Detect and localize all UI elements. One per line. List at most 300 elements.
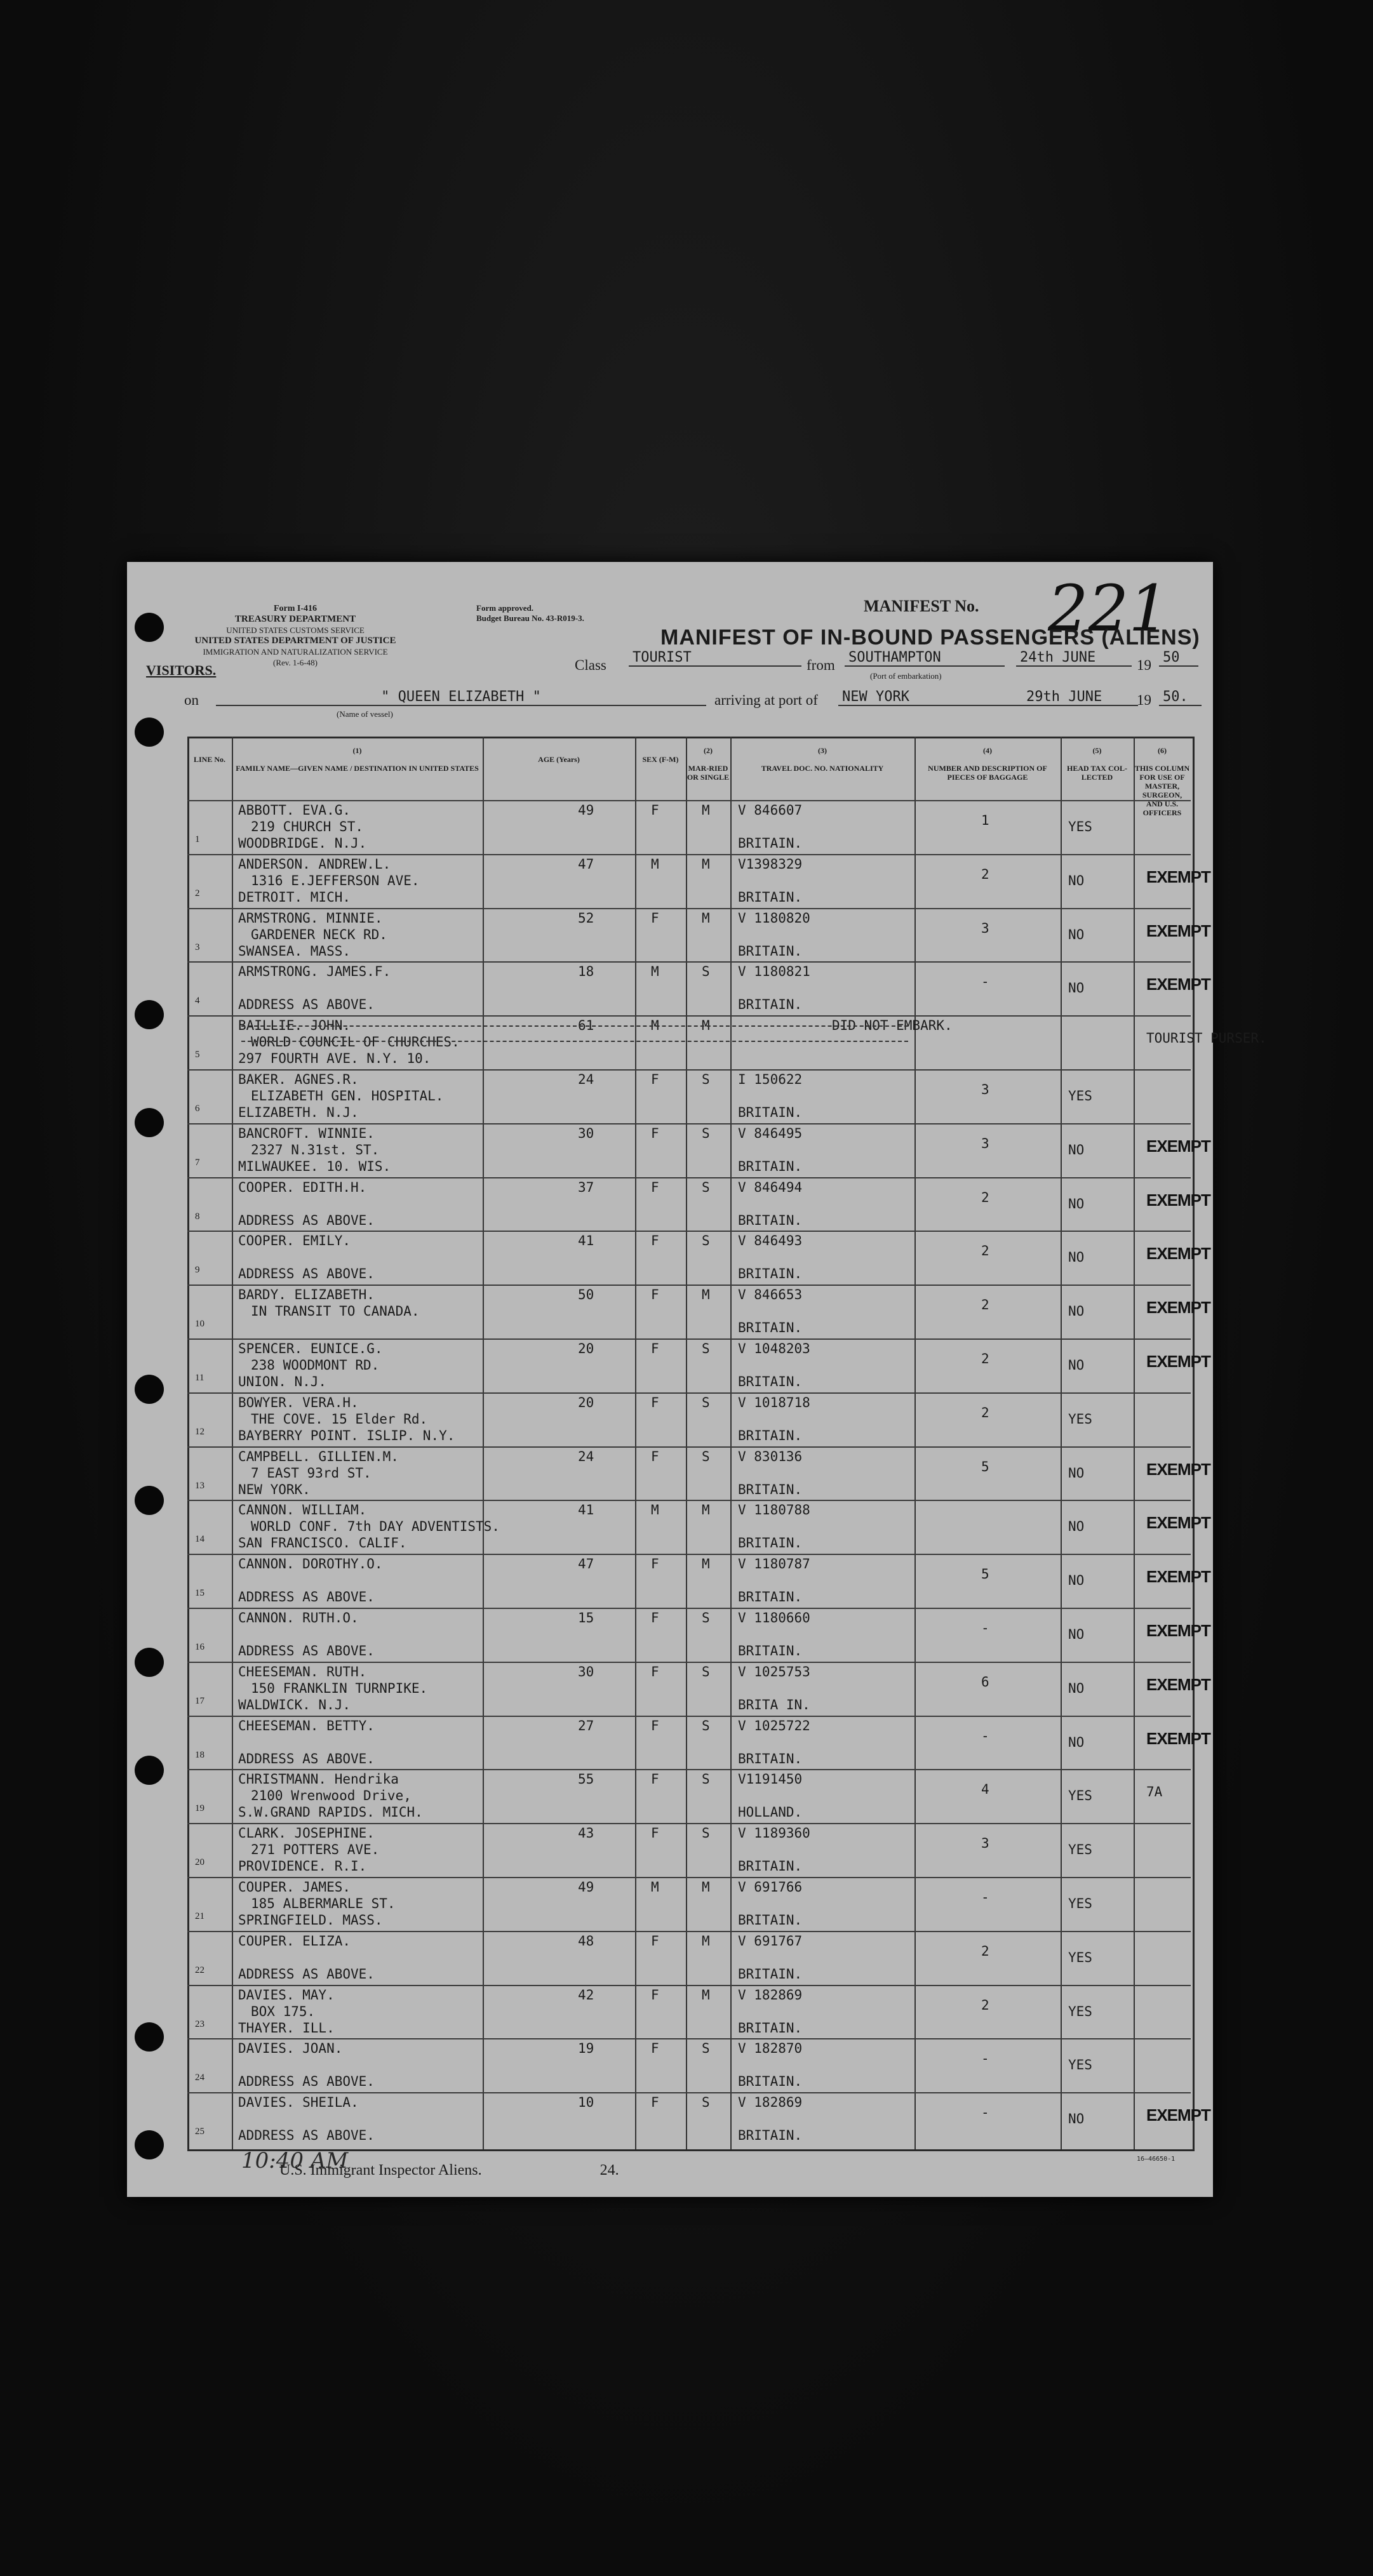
head-tax: YES [1068, 2057, 1092, 2073]
marital-cell: S [702, 1448, 710, 1464]
column-header [1134, 746, 1191, 817]
sex-cell: F [651, 1179, 659, 1195]
vessel-name: " QUEEN ELIZABETH " [216, 689, 706, 706]
line-number: 7 [195, 1157, 200, 1168]
row-rule [187, 1069, 1191, 1071]
officer-remark: EXEMPT [1146, 921, 1210, 940]
row-rule [187, 961, 1191, 963]
marital-cell: S [702, 964, 710, 980]
nationality: BRITAIN. [738, 1320, 803, 1336]
sex-cell: F [651, 1718, 659, 1733]
column-divider [232, 737, 233, 2149]
age-cell: 43 [578, 1825, 594, 1841]
head-tax: NO [1068, 1358, 1085, 1373]
baggage-count: - [981, 1728, 989, 1744]
line-number: 23 [195, 2019, 204, 2029]
address-line: SWANSEA. MASS. [238, 943, 351, 959]
marital-cell: M [702, 1933, 710, 1949]
arrival-port: NEW YORK [838, 689, 1024, 706]
nationality: BRITAIN. [738, 943, 803, 959]
column-label: HEAD TAX COL-LECTED [1067, 764, 1127, 782]
address-line: 7 EAST 93rd ST. [251, 1465, 372, 1481]
head-tax: NO [1068, 926, 1085, 942]
head-tax: YES [1068, 1949, 1092, 1965]
approval-block [476, 603, 584, 624]
row-rule [187, 1716, 1191, 1717]
row-rule [187, 1608, 1191, 1609]
nationality: BRITAIN. [738, 889, 803, 905]
from-label: from [807, 657, 835, 673]
row-rule [187, 1338, 1191, 1340]
sex-cell: F [651, 1825, 659, 1841]
age-cell: 37 [578, 1179, 594, 1195]
alien-count: 24. [599, 2162, 619, 2179]
nationality: BRITAIN. [738, 1751, 803, 1766]
column-number: (1) [352, 746, 362, 755]
line-number: 2 [195, 888, 200, 898]
address-line: 271 POTTERS AVE. [251, 1842, 380, 1858]
nationality: BRITAIN. [738, 2074, 803, 2090]
punch-hole [135, 1108, 164, 1137]
address-line: ADDRESS AS ABOVE. [238, 1643, 375, 1658]
head-tax: NO [1068, 1142, 1085, 1158]
sex-cell: F [651, 1072, 659, 1087]
travel-doc: V 1048203 [738, 1341, 810, 1356]
nationality: BRITAIN. [738, 1643, 803, 1658]
address-line: ADDRESS AS ABOVE. [238, 1266, 375, 1282]
head-tax: NO [1068, 1627, 1085, 1642]
sex-cell: M [651, 1502, 659, 1518]
address-line: WOODBRIDGE. N.J. [238, 836, 367, 851]
marital-cell: M [702, 803, 710, 818]
line-number: 13 [195, 1480, 204, 1491]
sex-cell: F [651, 2095, 659, 2111]
nationality: BRITAIN. [738, 2128, 803, 2144]
line-number: 8 [195, 1211, 200, 1222]
column-label: SEX (F-M) [642, 755, 679, 764]
marital-cell: S [702, 1341, 710, 1356]
line-number: 18 [195, 1749, 204, 1760]
column-divider [1134, 737, 1135, 2149]
sex-cell: F [651, 1610, 659, 1625]
address-line: 150 FRANKLIN TURNPIKE. [251, 1680, 428, 1696]
sex-cell: F [651, 1233, 659, 1249]
travel-doc: V 1180787 [738, 1556, 810, 1572]
age-cell: 41 [578, 1502, 594, 1518]
marital-cell: S [702, 2095, 710, 2111]
sex-cell: F [651, 1664, 659, 1679]
nationality: BRITAIN. [738, 1481, 803, 1497]
row-rule [187, 1500, 1191, 1501]
head-tax: NO [1068, 1680, 1085, 1696]
address-line: BOX 175. [251, 2003, 316, 2019]
head-tax: NO [1068, 872, 1085, 888]
punch-hole [135, 1486, 164, 1515]
baggage-count: - [981, 974, 989, 990]
baggage-count: 3 [981, 1135, 989, 1151]
class-value: TOURIST [629, 650, 801, 667]
column-number: (6) [1158, 746, 1167, 755]
header-rule [187, 800, 1191, 801]
arriving-label: arriving at port of [714, 692, 818, 708]
column-label: NUMBER AND DESCRIPTION OF PIECES OF BAGGAGE [928, 764, 1047, 782]
passenger-name: CAMPBELL. GILLIEN.M. [238, 1448, 399, 1464]
address-line: 2327 N.31st. ST. [251, 1142, 380, 1158]
row-rule [187, 1877, 1191, 1878]
row-rule [187, 908, 1191, 909]
passenger-name: ANDERSON. ANDREW.L. [238, 856, 391, 872]
address-line: PROVIDENCE. R.I. [238, 1859, 367, 1874]
address-line: GARDENER NECK RD. [251, 926, 387, 942]
officer-remark: EXEMPT [1146, 867, 1210, 886]
officer-remark: EXEMPT [1146, 975, 1210, 994]
year-prefix-2: 19 [1137, 692, 1151, 708]
nationality: HOLLAND. [738, 1805, 803, 1820]
on-label: on [184, 692, 199, 708]
sex-cell: F [651, 1287, 659, 1303]
address-line: UNION. N.J. [238, 1374, 327, 1389]
column-header [730, 746, 914, 773]
passenger-name: COUPER. JAMES. [238, 1879, 351, 1895]
baggage-count: 1 [981, 813, 989, 828]
head-tax: NO [1068, 1196, 1085, 1211]
column-number: (2) [704, 746, 713, 755]
baggage-count: 2 [981, 1189, 989, 1205]
head-tax: YES [1068, 819, 1092, 834]
head-tax: NO [1068, 1250, 1085, 1265]
passenger-name: BOWYER. VERA.H. [238, 1394, 359, 1410]
age-cell: 49 [578, 803, 594, 818]
punch-hole [135, 1756, 164, 1785]
nationality: BRITAIN. [738, 1912, 803, 1928]
baggage-count: 2 [981, 866, 989, 882]
line-number: 3 [195, 942, 200, 952]
address-line: DETROIT. MICH. [238, 889, 351, 905]
passenger-name: BANCROFT. WINNIE. [238, 1125, 375, 1141]
line-number: 14 [195, 1534, 204, 1545]
travel-doc: V 182870 [738, 2041, 803, 2057]
address-line: ADDRESS AS ABOVE. [238, 2074, 375, 2090]
sex-cell: F [651, 2041, 659, 2057]
passenger-name: BAKER. AGNES.R. [238, 1072, 359, 1087]
sex-cell: F [651, 1772, 659, 1787]
address-line: BAYBERRY POINT. ISLIP. N.Y. [238, 1427, 455, 1443]
column-divider [635, 737, 636, 2149]
address-line: THE COVE. 15 Elder Rd. [251, 1411, 428, 1427]
head-tax: NO [1068, 1465, 1085, 1481]
passenger-name: ABBOTT. EVA.G. [238, 803, 351, 818]
row-rule [187, 1231, 1191, 1232]
line-number: 9 [195, 1265, 200, 1276]
nationality: BRITAIN. [738, 1535, 803, 1551]
strike-line [241, 1041, 908, 1042]
passenger-name: CHRISTMANN. Hendrika [238, 1772, 399, 1787]
sex-cell: F [651, 910, 659, 926]
age-cell: 10 [578, 2095, 594, 2111]
line-number: 5 [195, 1050, 200, 1060]
nationality: BRITAIN. [738, 1427, 803, 1443]
sex-cell: M [651, 964, 659, 980]
travel-doc: V 1025722 [738, 1718, 810, 1733]
age-cell: 27 [578, 1718, 594, 1733]
row-rule [187, 1931, 1191, 1932]
age-cell: 61 [578, 1018, 594, 1034]
budget-bureau: Budget Bureau No. 43-R019-3. [476, 613, 584, 623]
head-tax: YES [1068, 2003, 1092, 2019]
baggage-count: 2 [981, 1997, 989, 2013]
travel-doc: V 1025753 [738, 1664, 810, 1679]
travel-doc: V 830136 [738, 1448, 803, 1464]
travel-doc: V 846607 [738, 803, 803, 818]
marital-cell: S [702, 1179, 710, 1195]
year-prefix: 19 [1137, 657, 1151, 673]
passenger-name: CANNON. WILLIAM. [238, 1502, 367, 1518]
marital-cell: S [702, 1125, 710, 1141]
baggage-count: 2 [981, 1943, 989, 1959]
column-label: LINE No. [193, 755, 225, 764]
column-label: THIS COLUMN FOR USE OF MASTER, SURGEON, AND U.S. OFFICERS [1134, 764, 1190, 817]
travel-doc: V 691767 [738, 1933, 803, 1949]
column-header [1061, 746, 1134, 782]
age-cell: 15 [578, 1610, 594, 1625]
column-label: MAR-RIED OR SINGLE [686, 764, 730, 782]
visitors-label: VISITORS. [146, 662, 217, 678]
passenger-name: CHEESEMAN. BETTY. [238, 1718, 375, 1733]
nationality: BRITAIN. [738, 2020, 803, 2036]
officer-remark: EXEMPT [1146, 1728, 1210, 1748]
document-title: MANIFEST OF IN-BOUND PASSENGERS (ALIENS) [660, 625, 1200, 650]
nationality: BRITAIN. [738, 1859, 803, 1874]
sex-cell: F [651, 1933, 659, 1949]
passenger-name: COOPER. EMILY. [238, 1233, 351, 1249]
row-rule [187, 1285, 1191, 1286]
column-divider [483, 737, 484, 2149]
class-label: Class [575, 657, 606, 673]
officer-remark: EXEMPT [1146, 1190, 1210, 1210]
port-embarkation: SOUTHAMPTON [845, 650, 1005, 667]
travel-doc: V 182869 [738, 2095, 803, 2111]
address-line: ELIZABETH GEN. HOSPITAL. [251, 1088, 444, 1104]
marital-cell: M [702, 1018, 710, 1034]
line-number: 22 [195, 1965, 204, 1975]
column-divider [686, 737, 687, 2149]
baggage-count: 2 [981, 1243, 989, 1259]
age-cell: 47 [578, 1556, 594, 1572]
head-tax: NO [1068, 1304, 1085, 1319]
head-tax: NO [1068, 2111, 1085, 2127]
column-label: FAMILY NAME—GIVEN NAME / DESTINATION IN UNITED STATES [236, 764, 479, 773]
travel-doc: DID NOT EMBARK. [832, 1018, 953, 1034]
sex-cell: F [651, 803, 659, 818]
officer-remark: 7A [1146, 1784, 1163, 1800]
row-rule [187, 1662, 1191, 1663]
address-line: 219 CHURCH ST. [251, 819, 364, 834]
officer-remark: EXEMPT [1146, 1352, 1210, 1371]
line-number: 21 [195, 1911, 204, 1921]
age-cell: 18 [578, 964, 594, 980]
age-cell: 52 [578, 910, 594, 926]
row-rule [187, 1392, 1191, 1394]
punch-hole [135, 2022, 164, 2052]
baggage-count: 2 [981, 1351, 989, 1366]
travel-doc: V1398329 [738, 856, 803, 872]
address-line: THAYER. ILL. [238, 2020, 335, 2036]
head-tax: YES [1068, 1088, 1092, 1104]
officer-remark: EXEMPT [1146, 1459, 1210, 1479]
officer-remark: EXEMPT [1146, 1136, 1210, 1156]
passenger-name: DAVIES. MAY. [238, 1987, 335, 2003]
row-rule [187, 2038, 1191, 2039]
age-cell: 20 [578, 1394, 594, 1410]
sex-cell: F [651, 1556, 659, 1572]
address-line: 297 FOURTH AVE. N.Y. 10. [238, 1051, 431, 1067]
passenger-name: ARMSTRONG. JAMES.F. [238, 964, 391, 980]
travel-doc: V1191450 [738, 1772, 803, 1787]
travel-doc: V 846653 [738, 1287, 803, 1303]
address-line: WALDWICK. N.J. [238, 1697, 351, 1712]
column-divider [1061, 737, 1062, 2149]
nationality: BRITAIN. [738, 1266, 803, 1282]
sex-cell: M [651, 856, 659, 872]
address-line: ADDRESS AS ABOVE. [238, 1751, 375, 1766]
address-line: S.W.GRAND RAPIDS. MICH. [238, 1805, 423, 1820]
marital-cell: S [702, 1610, 710, 1625]
strike-line [241, 1025, 908, 1027]
address-line: WORLD CONF. 7th DAY ADVENTISTS. [251, 1519, 500, 1535]
column-number: (3) [818, 746, 827, 755]
passenger-name: BAILLIE. JOHN. [238, 1018, 351, 1034]
marital-cell: S [702, 1394, 710, 1410]
marital-cell: M [702, 1502, 710, 1518]
punch-hole [135, 613, 164, 642]
passenger-name: COOPER. EDITH.H. [238, 1179, 367, 1195]
marital-cell: S [702, 1825, 710, 1841]
line-number: 4 [195, 996, 200, 1006]
passenger-name: CLARK. JOSEPHINE. [238, 1825, 375, 1841]
form-code: 16—46650-1 [1137, 2156, 1175, 2163]
arrival-date: 29th JUNE [1022, 689, 1138, 706]
nationality: BRITAIN. [738, 1374, 803, 1389]
sex-cell: F [651, 1341, 659, 1356]
line-number: 11 [195, 1373, 204, 1383]
travel-doc: V 1180660 [738, 1610, 810, 1625]
address-line: ADDRESS AS ABOVE. [238, 1966, 375, 1982]
travel-doc: V 846495 [738, 1125, 803, 1141]
marital-cell: S [702, 1072, 710, 1087]
arrival-year: 50. [1159, 689, 1202, 706]
ins-service: IMMIGRATION AND NATURALIZATION SERVICE [203, 647, 388, 657]
address-line: 238 WOODMONT RD. [251, 1358, 380, 1373]
line-number: 19 [195, 1803, 204, 1814]
officer-remark: EXEMPT [1146, 1244, 1210, 1264]
line-number: 16 [195, 1642, 204, 1652]
row-rule [187, 1123, 1191, 1124]
form-revision: (Rev. 1-6-48) [273, 658, 318, 667]
punch-hole [135, 717, 164, 747]
head-tax: YES [1068, 1842, 1092, 1858]
age-cell: 20 [578, 1341, 594, 1356]
passenger-name: COUPER. ELIZA. [238, 1933, 351, 1949]
marital-cell: S [702, 1718, 710, 1733]
officer-remark: TOURIST PURSER. [1146, 1031, 1267, 1046]
officer-remark: EXEMPT [1146, 1298, 1210, 1318]
baggage-count: 5 [981, 1566, 989, 1582]
line-number: 10 [195, 1319, 204, 1330]
baggage-count: 2 [981, 1297, 989, 1313]
head-tax: NO [1068, 1734, 1085, 1750]
nationality: BRITAIN. [738, 1589, 803, 1605]
punch-hole [135, 1000, 164, 1029]
travel-doc: V 691766 [738, 1879, 803, 1895]
officer-remark: EXEMPT [1146, 1621, 1210, 1640]
column-header [914, 746, 1061, 782]
travel-doc: V 1189360 [738, 1825, 810, 1841]
row-rule [187, 1769, 1191, 1770]
punch-hole [135, 1375, 164, 1404]
line-number: 20 [195, 1857, 204, 1868]
column-label: TRAVEL DOC. NO. NATIONALITY [761, 764, 884, 773]
passenger-name: CANNON. RUTH.O. [238, 1610, 359, 1625]
inspector-text: U.S. Immigrant Inspector Aliens. [279, 2162, 482, 2179]
row-rule [187, 1823, 1191, 1824]
line-number: 6 [195, 1104, 200, 1114]
column-header [635, 746, 686, 764]
address-line: NEW YORK. [238, 1481, 311, 1497]
officer-remark: EXEMPT [1146, 1567, 1210, 1587]
head-tax: YES [1068, 1896, 1092, 1911]
manifest-no-label: MANIFEST No. [864, 597, 979, 615]
passenger-name: ARMSTRONG. MINNIE. [238, 910, 383, 926]
marital-cell: M [702, 1287, 710, 1303]
row-rule [187, 1177, 1191, 1178]
officer-remark: EXEMPT [1146, 1674, 1210, 1694]
travel-doc: V 1180788 [738, 1502, 810, 1518]
passenger-name: BARDY. ELIZABETH. [238, 1287, 375, 1303]
form-approved: Form approved. [476, 603, 534, 613]
address-line: ADDRESS AS ABOVE. [238, 1589, 375, 1605]
marital-cell: S [702, 1772, 710, 1787]
officer-remark: EXEMPT [1146, 1513, 1210, 1533]
age-cell: 19 [578, 2041, 594, 2057]
age-cell: 47 [578, 856, 594, 872]
baggage-count: 3 [981, 920, 989, 936]
nationality: BRITAIN. [738, 1105, 803, 1120]
nationality: BRITAIN. [738, 1966, 803, 1982]
address-line: ELIZABETH. N.J. [238, 1105, 359, 1120]
baggage-count: 3 [981, 1836, 989, 1852]
baggage-count: 3 [981, 1082, 989, 1097]
marital-cell: S [702, 1664, 710, 1679]
head-tax: NO [1068, 980, 1085, 996]
age-cell: 30 [578, 1125, 594, 1141]
marital-cell: M [702, 856, 710, 872]
row-rule [187, 1015, 1191, 1017]
manifest-number: 221 [1048, 571, 1169, 646]
column-header [187, 746, 232, 764]
age-cell: 24 [578, 1072, 594, 1087]
travel-doc: V 1018718 [738, 1394, 810, 1410]
customs-service: UNITED STATES CUSTOMS SERVICE [226, 625, 365, 635]
passenger-name: CHEESEMAN. RUTH. [238, 1664, 367, 1679]
column-divider [730, 737, 732, 2149]
nationality: BRITAIN. [738, 836, 803, 851]
marital-cell: M [702, 1879, 710, 1895]
address-line: ADDRESS AS ABOVE. [238, 1212, 375, 1228]
passenger-name: DAVIES. SHEILA. [238, 2095, 359, 2111]
footer-line [279, 2162, 619, 2179]
nationality: BRITAIN. [738, 997, 803, 1013]
passenger-name: CANNON. DOROTHY.O. [238, 1556, 383, 1572]
